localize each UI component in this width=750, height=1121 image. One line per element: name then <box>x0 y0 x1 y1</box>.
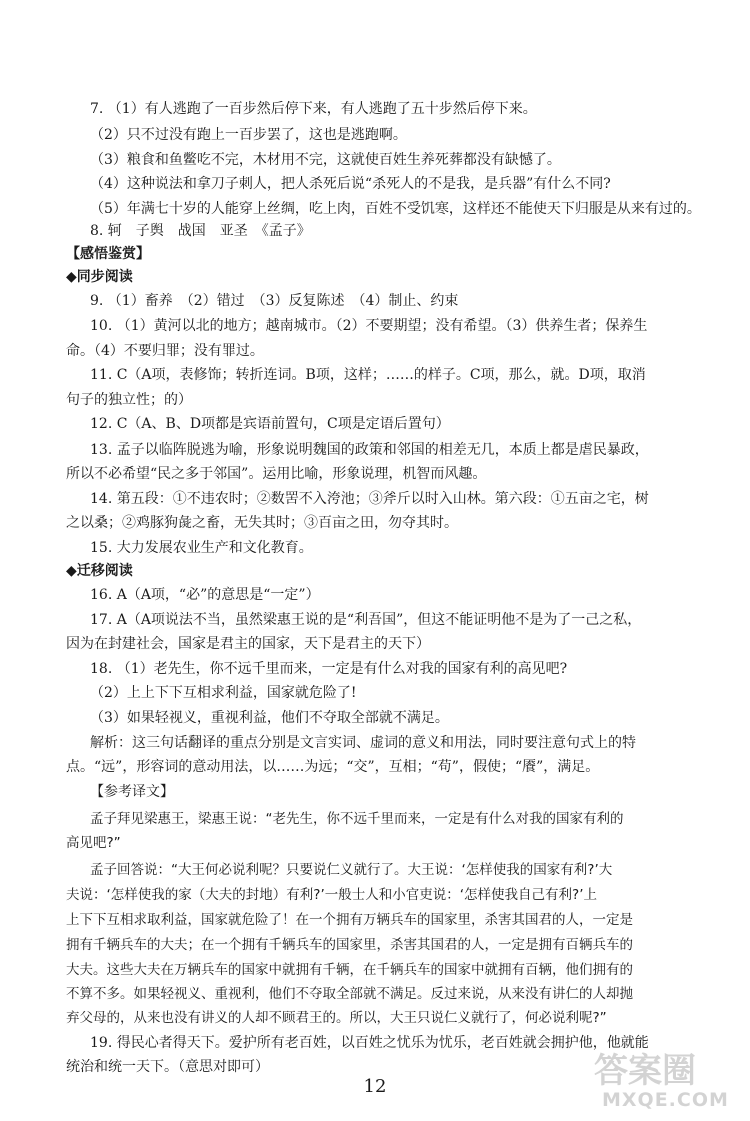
translation-line-9: 弃父母的，从来也没有讲义的人却不顾君王的。所以，大王只说仁义就行了，何必说利呢?” <box>66 1010 607 1026</box>
reference-translation-title: 【参考译文】 <box>90 784 174 800</box>
q11-line-1: 11. C（A项，表修饰；转折连词。B项，这样；……的样子。C项，那么，就。D项，取消 <box>90 367 646 383</box>
watermark-bottom-text: MXQE.COM <box>602 1089 729 1111</box>
section-transfer-reading: ◆迁移阅读 <box>66 563 133 579</box>
q16-answer: 16. A（A项，“必”的意思是“一定”） <box>90 587 320 603</box>
section-appreciation: 【感悟鉴赏】 <box>66 246 150 262</box>
translation-line-3: 孟子回答说：“大王何必说利呢？只要说仁义就行了。大王说：‘怎样使我的国家有利?’大 <box>90 862 613 878</box>
translation-line-8: 不算不多。如果轻视义、重视利，他们不夺取全部就不满足。反过来说，从来没有讲仁的人却抛 <box>66 986 633 1002</box>
q12-answer: 12. C（A、B、D项都是宾语前置句，C项是定语后置句） <box>90 416 450 432</box>
q18-analysis-2: 点。“远”，形容词的意动用法，以……为远；“交”，互相；“苟”，假使；“餍”，满足。 <box>66 759 600 775</box>
q19-line-1: 19. 得民心者得天下。爱护所有老百姓，以百姓之忧乐为忧乐，老百姓就会拥护他，他就能 <box>90 1035 649 1051</box>
q7-line-2: （2）只不过没有跑上一百步罢了，这也是逃跑啊。 <box>90 127 407 143</box>
q18-line-2: （2）上上下下互相求利益，国家就危险了! <box>90 685 357 701</box>
q8-answer: 8. 轲 子舆 战国 亚圣 《孟子》 <box>90 223 311 239</box>
q7-line-1: 7. （1）有人逃跑了一百步然后停下来，有人逃跑了五十步然后停下来。 <box>90 101 537 117</box>
q10-line-1: 10. （1）黄河以北的地方；越南城市。（2）不要期望；没有希望。（3）供养生者；保养生 <box>90 318 648 334</box>
q18-analysis-1: 解析：这三句话翻译的重点分别是文言实词、虚词的意义和用法，同时要注意句式上的特 <box>90 735 636 751</box>
page-number: 12 <box>363 1076 387 1097</box>
q9-answer: 9. （1）畜养 （2）错过 （3）反复陈述 （4）制止、约束 <box>90 293 459 309</box>
section-sync-reading: ◆同步阅读 <box>66 269 133 285</box>
q14-line-1: 14. 第五段：①不违农时；②数罟不入洿池；③斧斤以时入山林。第六段：①五亩之宅，树 <box>90 491 649 507</box>
q14-line-2: 之以桑；②鸡豚狗彘之畜，无失其时；③百亩之田，勿夺其时。 <box>66 515 458 531</box>
q18-line-3: （3）如果轻视义，重视利益，他们不夺取全部就不满足。 <box>90 710 449 726</box>
q7-line-3: （3）粮食和鱼鳖吃不完，木材用不完，这就使百姓生养死葬都没有缺憾了。 <box>90 152 561 168</box>
translation-line-5: 上下下互相求取利益，国家就危险了！在一个拥有万辆兵车的国家里，杀害其国君的人，一定是 <box>66 912 633 928</box>
q7-line-5: （5）年满七十岁的人能穿上丝绸，吃上肉，百姓不受饥寒，这样还不能使天下归服是从来有过的。 <box>90 201 701 217</box>
q10-line-2: 命。（4）不要归罪；没有罪过。 <box>66 343 264 359</box>
q17-line-1: 17. A（A项说法不当，虽然梁惠王说的是“利吾国”，但这不能证明他不是为了一己之私， <box>90 612 642 628</box>
watermark-top-text: 答案圈 <box>594 1051 696 1091</box>
translation-line-7: 大夫。这些大夫在万辆兵车的国家中就拥有千辆，在千辆兵车的国家中就拥有百辆，他们拥有的 <box>66 962 633 978</box>
q7-line-4: （4）这种说法和拿刀子刺人，把人杀死后说“杀死人的不是我，是兵器”有什么不同? <box>90 176 611 192</box>
q18-line-1: 18. （1）老先生，你不远千里而来，一定是有什么对我的国家有利的高见吧? <box>90 661 568 677</box>
q11-line-2: 句子的独立性；的） <box>66 392 192 408</box>
q13-line-1: 13. 孟子以临阵脱逃为喻，形象说明魏国的政策和邻国的相差无几，本质上都是虐民暴政， <box>90 442 649 458</box>
q17-line-2: 因为在封建社会，国家是君主的国家，天下是君主的天下） <box>66 636 430 652</box>
translation-line-1: 孟子拜见梁惠王，梁惠王说：“老先生，你不远千里而来，一定是有什么对我的国家有利的 <box>90 811 624 827</box>
q15-answer: 15. 大力发展农业生产和文化教育。 <box>90 540 313 556</box>
translation-line-2: 高见吧?” <box>66 835 121 851</box>
translation-line-4: 夫说：‘怎样使我的家（大夫的封地）有利?’一般士人和小官吏说：‘怎样使我自己有利?’上 <box>66 887 597 903</box>
translation-line-6: 拥有千辆兵车的大夫；在一个拥有千辆兵车的国家里，杀害其国君的人，一定是拥有百辆兵车的 <box>66 937 633 953</box>
q13-line-2: 所以不必希望“民之多于邻国”。运用比喻，形象说理，机智而风趣。 <box>66 466 487 482</box>
watermark-logo <box>588 1043 728 1115</box>
q19-line-2: 统治和统一天下。（意思对即可） <box>66 1059 269 1075</box>
